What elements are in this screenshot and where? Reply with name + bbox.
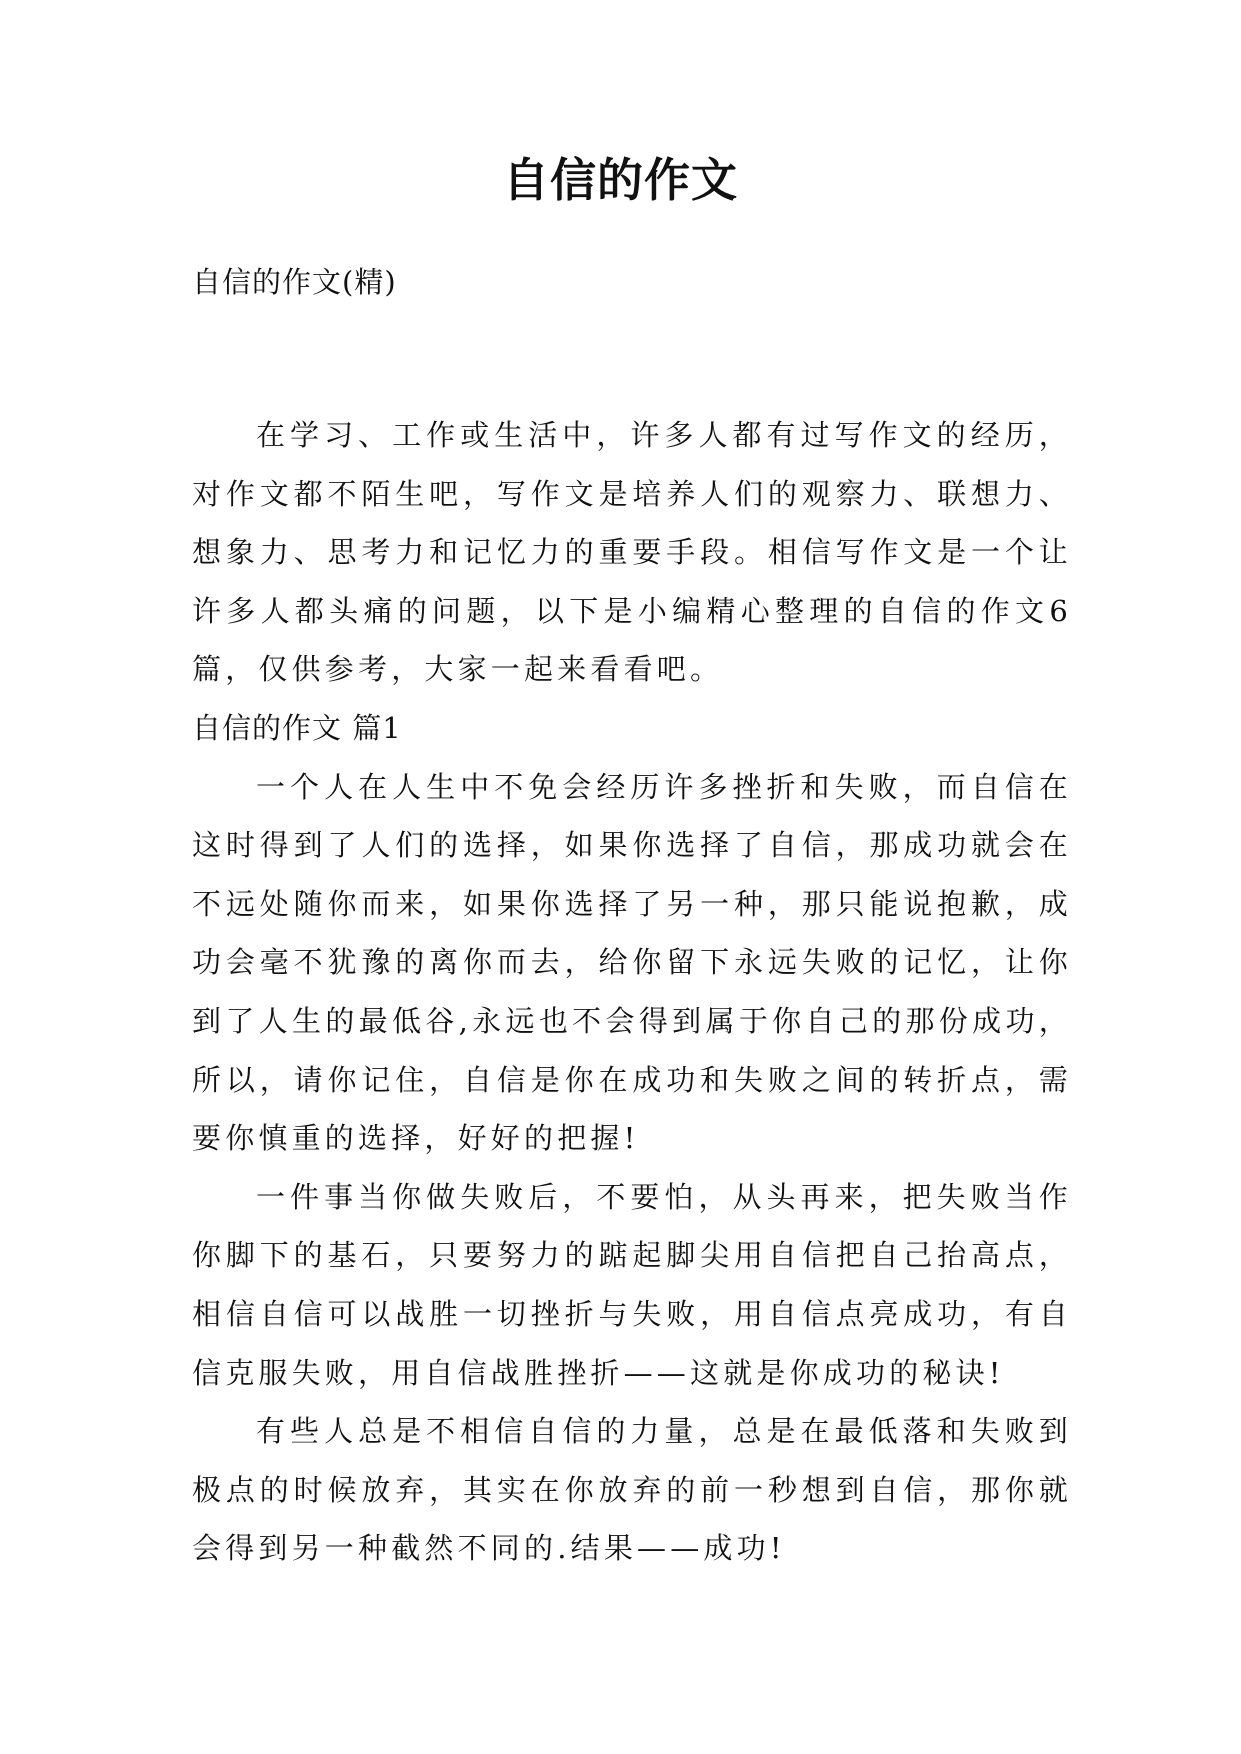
intro-paragraph: 在学习、工作或生活中，许多人都有过写作文的经历，对作文都不陌生吧，写作文是培养人们的观察力、联想力、想象力、思考力和记忆力的重要手段。相信写作文是一个让许多人都头痛的问题，以下是小编精心整理的自信的作文6篇，仅供参考，大家一起来看看吧。 [192,418,1072,687]
section-heading: 自信的作文 篇1 [192,710,402,745]
body-paragraph: 有些人总是不相信自信的力量，总是在最低落和失败到极点的时候放弃，其实在你放弃的前一秒想到自信，那你就会得到另一种截然不同的.结果——成功! [192,1414,1072,1566]
body-paragraph: 一件事当你做失败后，不要怕，从头再来，把失败当作你脚下的基石，只要努力的踮起脚尖用自信把自己抬高点，相信自信可以战胜一切挫折与失败，用自信点亮成功，有自信克服失败，用自信战胜挫折——这就是你成功的秘诀! [192,1179,1072,1390]
document-title: 自信的作文 [503,153,738,207]
document-body [192,406,1072,1578]
document-subtitle: 自信的作文(精) [192,265,397,299]
body-paragraph: 一个人在人生中不免会经历许多挫折和失败，而自信在这时得到了人们的选择，如果你选择了自信，那成功就会在不远处随你而来，如果你选择了另一种，那只能说抱歉，成功会毫不犹豫的离你而去，给你留下永远失败的记忆，让你到了人生的最低谷,永远也不会得到属于你自己的那份成功，所以，请你记住，自信是你在成功和失败之间的转折点，需要你慎重的选择，好好的把握! [192,769,1072,1156]
